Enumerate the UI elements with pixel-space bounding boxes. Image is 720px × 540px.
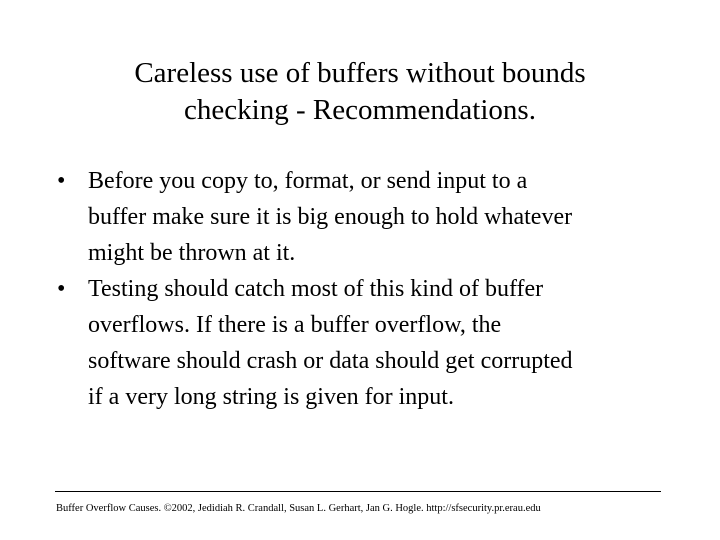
slide-title-line-2: checking - Recommendations.: [184, 94, 536, 126]
footer-citation: Buffer Overflow Causes. ©2002, Jedidiah R. Crandall, Susan L. Gerhart, Jan G. Hogle. http://sfsecurity.pr.erau.edu: [56, 503, 541, 514]
bullet-2-line-1: Testing should catch most of this kind of buffer: [88, 276, 544, 302]
bullet-2-line-4: if a very long string is given for input.: [88, 384, 454, 410]
bullet-marker: •: [57, 276, 66, 302]
bullet-list: [57, 163, 677, 415]
bullet-marker: •: [57, 168, 66, 194]
bullet-1-line-1: Before you copy to, format, or send input to a: [88, 168, 528, 194]
bullet-2-line-2: overflows. If there is a buffer overflow, the: [88, 312, 502, 338]
footer-divider: [55, 491, 661, 492]
slide-title-line-1: Careless use of buffers without bounds: [134, 57, 586, 89]
bullet-1-line-2: buffer make sure it is big enough to hold whatever: [88, 204, 573, 230]
bullet-2-line-3: software should crash or data should get corrupted: [88, 348, 573, 374]
slide-title: [60, 55, 660, 129]
bullet-item-1: [57, 163, 677, 271]
bullet-item-2: [57, 271, 677, 415]
bullet-1-line-3: might be thrown at it.: [88, 240, 296, 266]
